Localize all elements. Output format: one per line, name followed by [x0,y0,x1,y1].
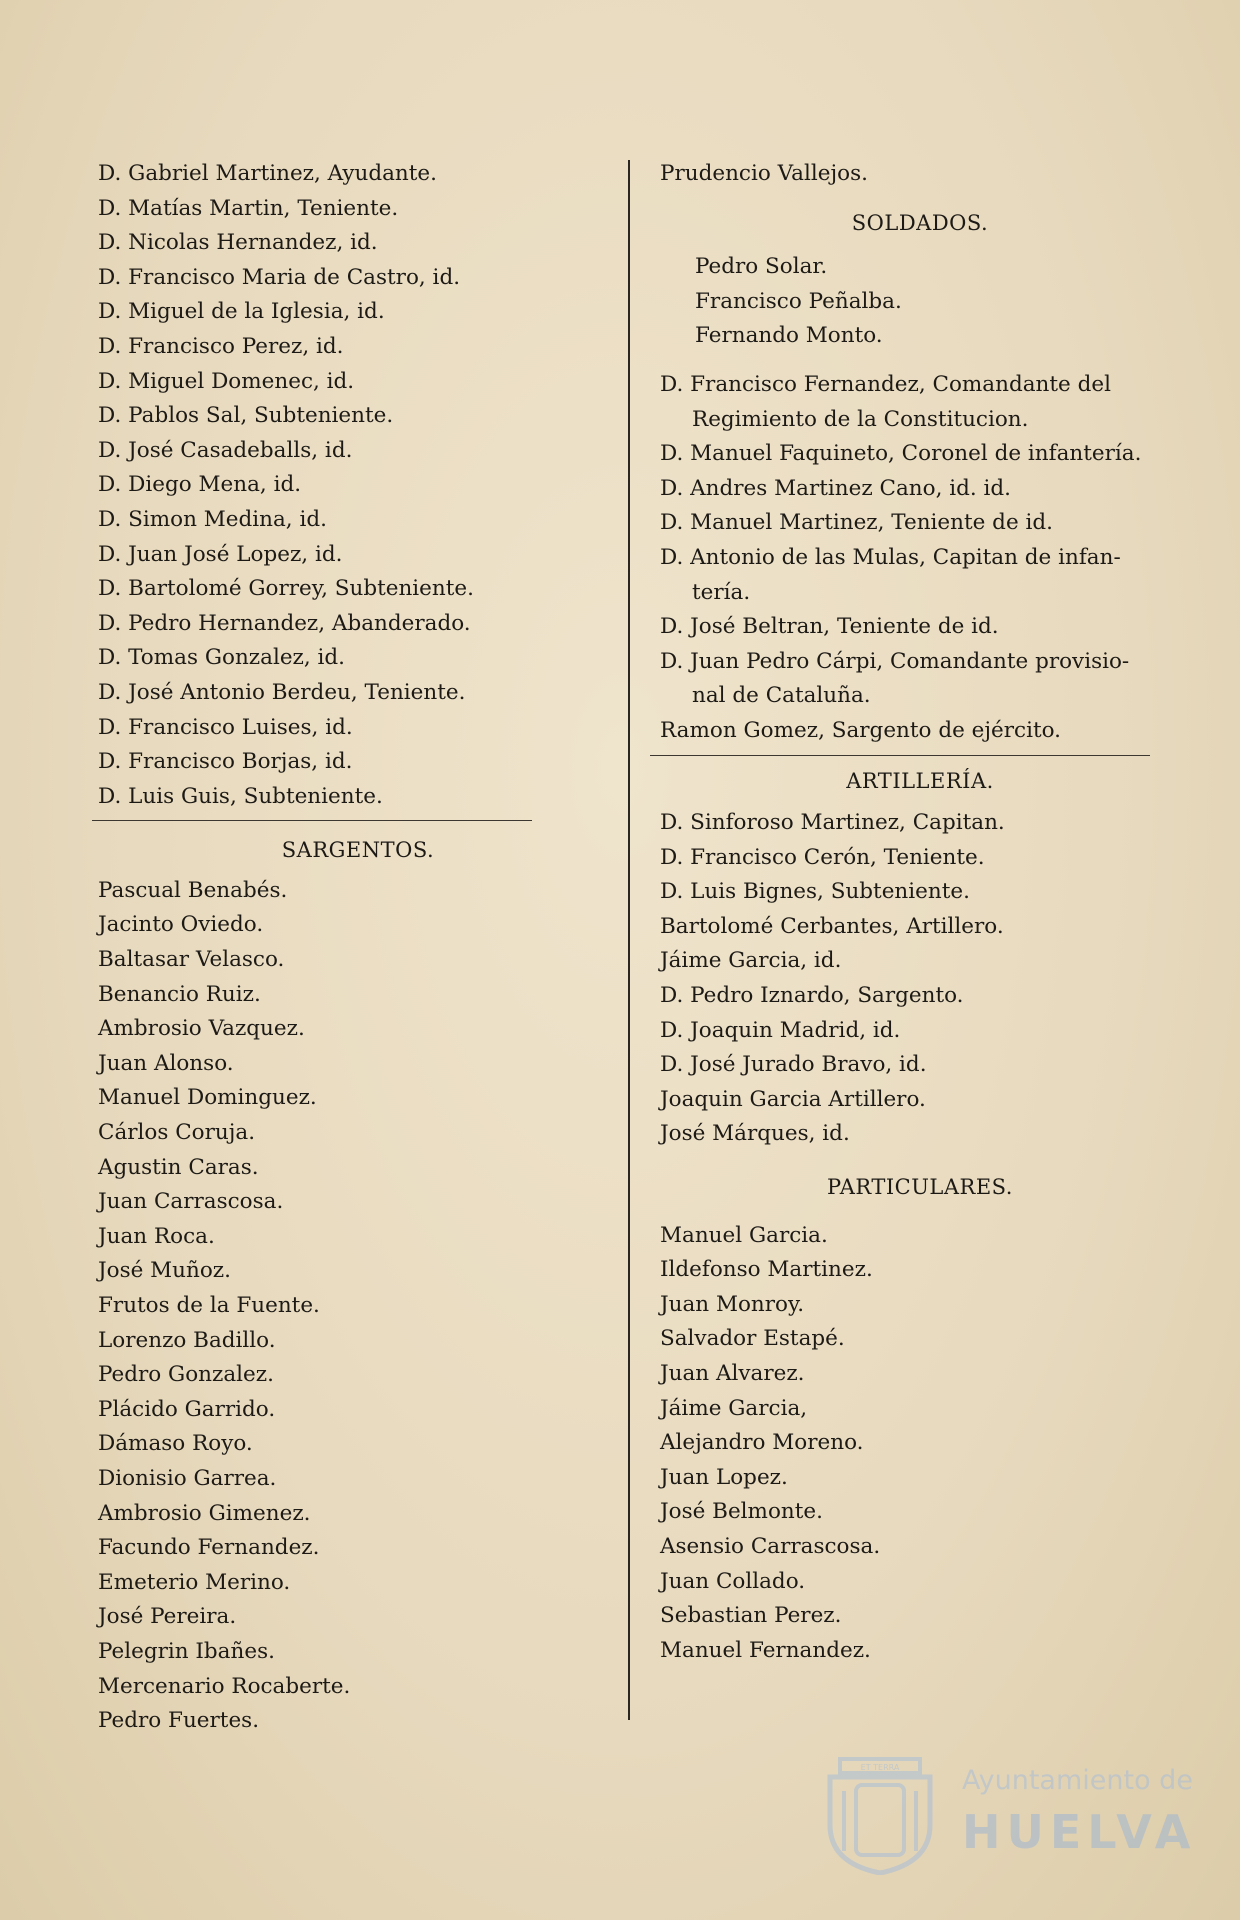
sargento-line: Frutos de la Fuente. [98,1293,320,1318]
sargento-line: José Muñoz. [98,1258,231,1284]
sargento-line: Facundo Fernandez. [98,1535,320,1561]
artilleria-line: Jáime Garcia, id. [660,948,842,974]
sargento-line: Emeterio Merino. [98,1569,291,1595]
officer-line: D. Francisco Maria de Castro, id. [98,264,461,290]
officer-line: D. Pedro Hernandez, Abanderado. [98,610,471,636]
sargento-line: Dionisio Garrea. [98,1465,277,1491]
sargento-line: Juan Roca. [98,1223,215,1249]
sargento-line: Lorenzo Badillo. [98,1327,276,1353]
right-column [660,157,1180,1668]
particular-line: Asensio Carrascosa. [660,1533,881,1559]
watermark-logo [820,1755,1197,1875]
entry-continuation-line: nal de Cataluña. [692,683,871,709]
particular-line: Juan Monroy. [660,1291,805,1317]
sargento-line: Manuel Dominguez. [98,1085,317,1111]
artilleria-line: José Márques, id. [660,1121,850,1147]
entry-line: D. Juan Pedro Cárpi, Comandante provisio- [660,648,1130,674]
particular-line: Jáime Garcia, [660,1395,808,1421]
sargento-line: Mercenario Rocaberte. [98,1673,351,1699]
artilleria-heading: ARTILLERÍA. [846,768,994,793]
particular-line: Salvador Estapé. [660,1326,845,1352]
entry-continuation-line: tería. [692,579,751,605]
officer-line: D. Gabriel Martinez, Ayudante. [98,161,437,186]
officer-line: D. Francisco Perez, id. [98,333,344,359]
entry-line: Ramon Gomez, Sargento de ejército. [660,717,1061,743]
artilleria-line: D. Joaquin Madrid, id. [660,1017,901,1043]
sargento-line: Juan Carrascosa. [98,1189,284,1215]
soldados-list [660,250,1180,354]
particular-line: Ildefonso Martinez. [660,1257,873,1283]
artilleria-line: Bartolomé Cerbantes, Artillero. [660,913,1004,939]
soldados-heading: SOLDADOS. [851,210,989,235]
left-column [98,157,618,1739]
watermark-line2: HUELVA [962,1805,1197,1859]
sargento-line: Ambrosio Gimenez. [98,1500,311,1526]
officer-line: D. Tomas Gonzalez, id. [98,645,346,671]
particular-line: Juan Collado. [660,1568,806,1594]
entry-line: D. Andres Martinez Cano, id. id. [660,475,1012,501]
officer-line: D. Miguel de la Iglesia, id. [98,299,385,325]
particular-line: Sebastian Perez. [660,1603,842,1629]
artilleria-line: D. Pedro Iznardo, Sargento. [660,983,964,1009]
officer-list [98,157,618,814]
sargento-line: Agustin Caras. [98,1154,259,1180]
artilleria-line: Joaquin Garcia Artillero. [660,1086,926,1112]
soldado-line: Pedro Solar. [695,254,828,280]
officer-line: D. José Antonio Berdeu, Teniente. [98,679,466,705]
soldado-line: Francisco Peñalba. [695,288,902,314]
soldado-line: Fernando Monto. [695,323,883,349]
artilleria-line: D. Luis Bignes, Subteniente. [660,879,970,905]
column-divider [628,160,630,1720]
particular-line: Juan Lopez. [660,1464,788,1490]
entry-line: D. Manuel Faquineto, Coronel de infantería. [660,441,1142,467]
officer-line: D. Miguel Domenec, id. [98,368,355,394]
sargento-line: José Pereira. [98,1604,237,1630]
particulares-heading: PARTICULARES. [827,1175,1013,1200]
spacer [660,354,1180,368]
watermark-line1: Ayuntamiento de [962,1765,1193,1796]
sargento-line: Cárlos Coruja. [98,1120,256,1146]
entry-line: D. José Beltran, Teniente de id. [660,614,999,640]
officer-line: D. Bartolomé Gorrey, Subteniente. [98,576,474,602]
artilleria-line: D. Francisco Cerón, Teniente. [660,844,985,870]
artilleria-line: D. José Jurado Bravo, id. [660,1052,927,1078]
officer-line: D. Nicolas Hernandez, id. [98,230,378,256]
particular-line: Juan Alvarez. [660,1361,805,1386]
sargentos-heading: SARGENTOS. [281,838,435,863]
officer-line: D. Simon Medina, id. [98,506,327,532]
sargento-line: Pedro Fuertes. [98,1708,260,1734]
artilleria-list [660,806,1180,1152]
particulares-list [660,1219,1180,1669]
sargento-line: Pelegrin Ibañes. [98,1638,275,1664]
officer-line: D. Juan José Lopez, id. [98,541,343,567]
officer-line: D. Pablos Sal, Subteniente. [98,403,394,429]
particular-line: Manuel Garcia. [660,1222,828,1248]
entry-line: D. Antonio de las Mulas, Capitan de infan- [660,544,1121,570]
artilleria-line: D. Sinforoso Martinez, Capitan. [660,810,1005,836]
sargento-line: Pedro Gonzalez. [98,1362,274,1388]
svg-text:ET TERRA: ET TERRA [860,1763,900,1772]
sargento-line: Dámaso Royo. [98,1431,253,1457]
sargento-line: Benancio Ruiz. [98,981,261,1007]
officer-line: D. Francisco Borjas, id. [98,749,353,775]
section-rule [650,755,1150,756]
entry-line: D. Francisco Fernandez, Comandante del [660,371,1111,397]
officer-entries-list [660,368,1180,749]
entry-continuation-line: Regimiento de la Constitucion. [692,406,1029,432]
sargento-line: Pascual Benabés. [98,877,288,903]
top-line: Prudencio Vallejos. [660,161,868,186]
sargento-line: Plácido Garrido. [98,1396,276,1422]
officer-line: D. Luis Guis, Subteniente. [98,783,383,809]
entry-line: D. Manuel Martinez, Teniente de id. [660,510,1053,536]
officer-line: D. José Casadeballs, id. [98,437,353,463]
sargento-line: Jacinto Oviedo. [98,912,264,938]
sargento-line: Juan Alonso. [98,1050,234,1076]
sargento-line: Ambrosio Vazquez. [98,1016,305,1042]
shield-icon [820,1755,940,1875]
officer-line: D. Diego Mena, id. [98,472,302,498]
officer-line: D. Francisco Luises, id. [98,714,353,740]
officer-line: D. Matías Martin, Teniente. [98,195,399,221]
sargento-line: Baltasar Velasco. [98,947,285,973]
particular-line: Alejandro Moreno. [660,1430,864,1456]
section-rule [92,820,532,821]
particular-line: José Belmonte. [660,1499,823,1525]
particular-line: Manuel Fernandez. [660,1637,871,1663]
sargentos-list [98,874,618,1739]
